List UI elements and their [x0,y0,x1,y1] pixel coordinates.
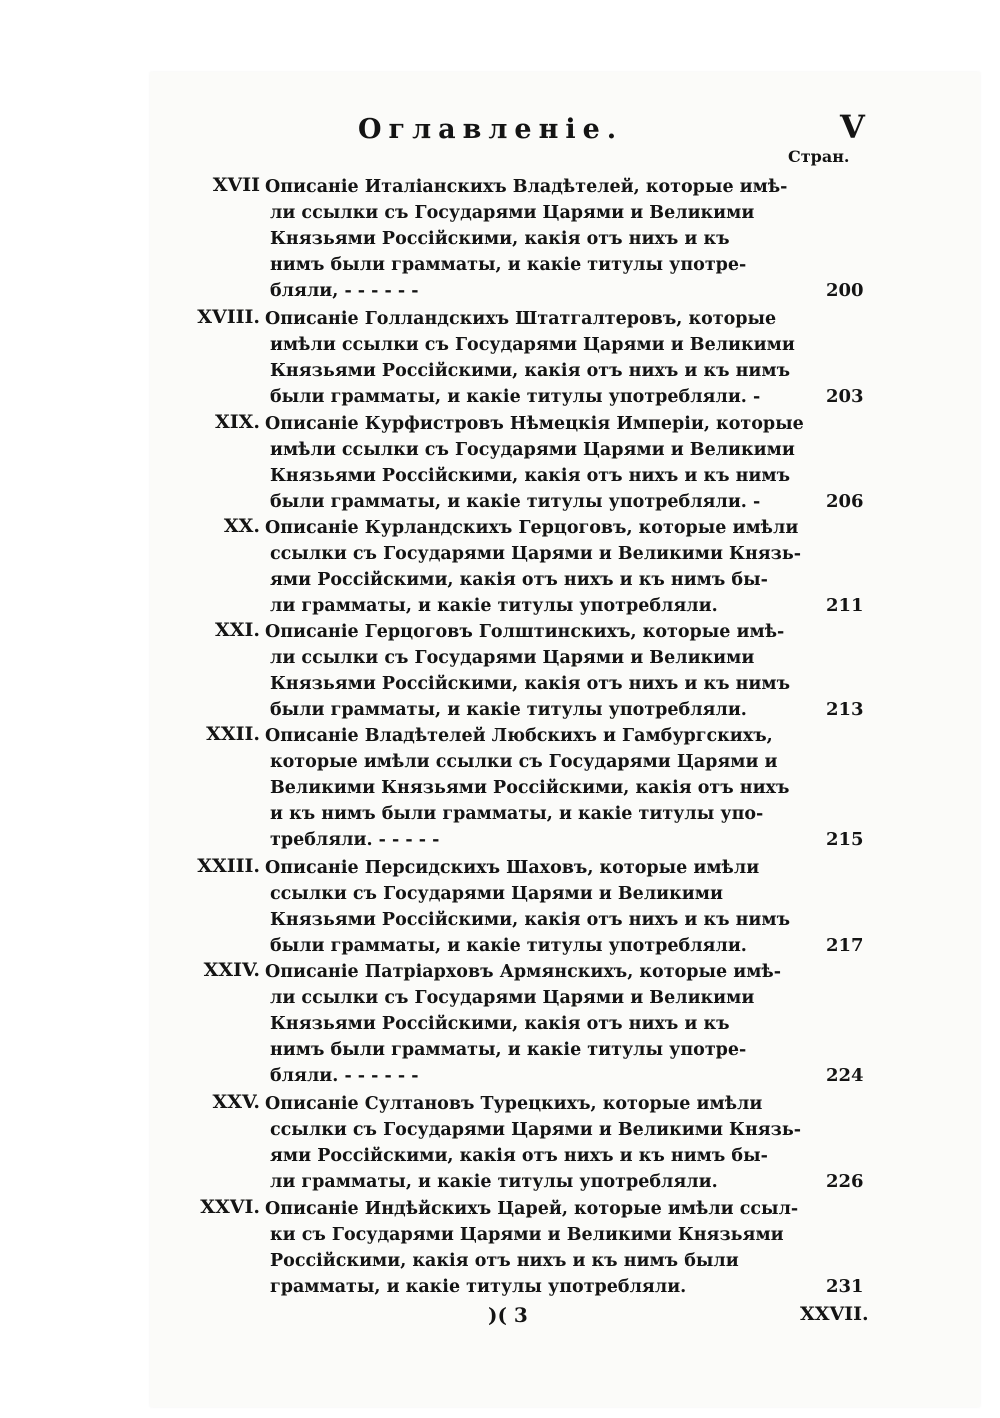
page-number: V [840,108,865,146]
entry-text-line: и къ нимъ были грамматы, и какіе титулы упо- [270,804,764,824]
entry-text-line: грамматы, и какіе титулы употребляли. [270,1277,687,1297]
chapter-numeral: XXVI. [200,1196,260,1218]
chapter-numeral: XXV. [212,1091,260,1113]
entry-text-line: ки съ Государями Царями и Великими Князьями [270,1225,784,1245]
entry-text-line: Князьями Россійскими, какія отъ нихъ и къ нимъ [270,466,791,486]
page-reference: 217 [826,935,864,956]
entry-text-line: Великими Князьями Россійскими, какія отъ нихъ [270,778,790,798]
entry-text-line: Князьями Россійскими, какія отъ нихъ и къ [270,229,730,249]
entry-text-line: Описаніе Султановъ Турецкихъ, которые имѣли [265,1094,763,1114]
chapter-numeral: XX. [223,515,260,537]
entry-text-line: Описаніе Владѣтелей Любскихъ и Гамбургскихъ, [265,726,773,746]
entry-text-line: Описаніе Голландскихъ Штатгалтеровъ, которые [265,309,777,329]
page-column-header: Стран. [788,147,850,166]
entry-text-line: ли ссылки съ Государями Царями и Великими [270,648,755,668]
entry-text-line: Описаніе Курфистровъ Нѣмецкія Имперіи, которые [265,414,804,434]
entry-text-line: Князьями Россійскими, какія отъ нихъ и къ нимъ [270,674,791,694]
page-reference: 203 [826,386,864,407]
entry-text-line: были грамматы, и какіе титулы употребляли. - [270,387,761,407]
page-reference: 224 [826,1065,864,1086]
page-reference: 215 [826,829,864,850]
entry-text-line: ли ссылки съ Государями Царями и Великими [270,988,755,1008]
page-title: Оглавленіе. [358,114,624,145]
chapter-numeral: XXII. [206,723,260,745]
page-reference: 200 [826,280,864,301]
entry-text-line: Князьями Россійскими, какія отъ нихъ и къ нимъ [270,361,791,381]
entry-text-line: имѣли ссылки съ Государями Царями и Великими [270,440,795,460]
entry-text-line: нимъ были грамматы, и какіе титулы употре- [270,255,747,275]
entry-text-line: ссылки съ Государями Царями и Великими Князь- [270,544,801,564]
page-reference: 211 [826,595,864,616]
entry-text-line: были грамматы, и какіе титулы употребляли. [270,936,747,956]
entry-text-line: Описаніе Персидскихъ Шаховъ, которые имѣли [265,858,760,878]
entry-text-line: ли грамматы, и какіе титулы употребляли. [270,1172,718,1192]
entry-text-line: Описаніе Индѣйскихъ Царей, которые имѣли ссыл- [265,1199,799,1219]
chapter-numeral: XVIII. [197,306,260,328]
entry-text-line: которые имѣли ссылки съ Государями Царями и [270,752,778,772]
chapter-numeral: XXI. [215,619,260,641]
entry-text-line: бляли, - - - - - - [270,281,419,301]
page-reference: 231 [826,1276,864,1297]
entry-text-line: Россійскими, какія отъ нихъ и къ нимъ были [270,1251,739,1271]
entry-text-line: бляли. - - - - - - [270,1066,419,1086]
entry-text-line: ссылки съ Государями Царями и Великими [270,884,723,904]
entry-text-line: Князьями Россійскими, какія отъ нихъ и къ нимъ [270,910,791,930]
entry-text-line: Описаніе Герцоговъ Голштинскихъ, которые имѣ- [265,622,785,642]
entry-text-line: были грамматы, и какіе титулы употребляли. [270,700,747,720]
entry-text-line: ссылки съ Государями Царями и Великими Князь- [270,1120,801,1140]
page-reference: 206 [826,491,864,512]
entry-text-line: ями Россійскими, какія отъ нихъ и къ нимъ бы- [270,1146,768,1166]
entry-text-line: Описаніе Италіанскихъ Владѣтелей, которые имѣ- [265,177,788,197]
chapter-numeral: XVII [212,174,260,196]
entry-text-line: имѣли ссылки съ Государями Царями и Великими [270,335,795,355]
entry-text-line: требляли. - - - - - [270,830,440,850]
entry-text-line: Описаніе Патріарховъ Армянскихъ, которые имѣ- [265,962,781,982]
entry-text-line: были грамматы, и какіе титулы употребляли. - [270,492,761,512]
entry-text-line: ли грамматы, и какіе титулы употребляли. [270,596,718,616]
page-reference: 213 [826,699,864,720]
entry-text-line: нимъ были грамматы, и какіе титулы употре- [270,1040,747,1060]
signature-mark: )( 3 [488,1303,528,1327]
page-reference: 226 [826,1171,864,1192]
catchword: XXVII. [800,1303,869,1325]
chapter-numeral: XIX. [215,411,260,433]
entry-text-line: ями Россійскими, какія отъ нихъ и къ нимъ бы- [270,570,768,590]
entry-text-line: ли ссылки съ Государями Царями и Великими [270,203,755,223]
entry-text-line: Князьями Россійскими, какія отъ нихъ и къ [270,1014,730,1034]
chapter-numeral: XXIV. [203,959,260,981]
entry-text-line: Описаніе Курландскихъ Герцоговъ, которые имѣли [265,518,799,538]
chapter-numeral: XXIII. [197,855,260,877]
